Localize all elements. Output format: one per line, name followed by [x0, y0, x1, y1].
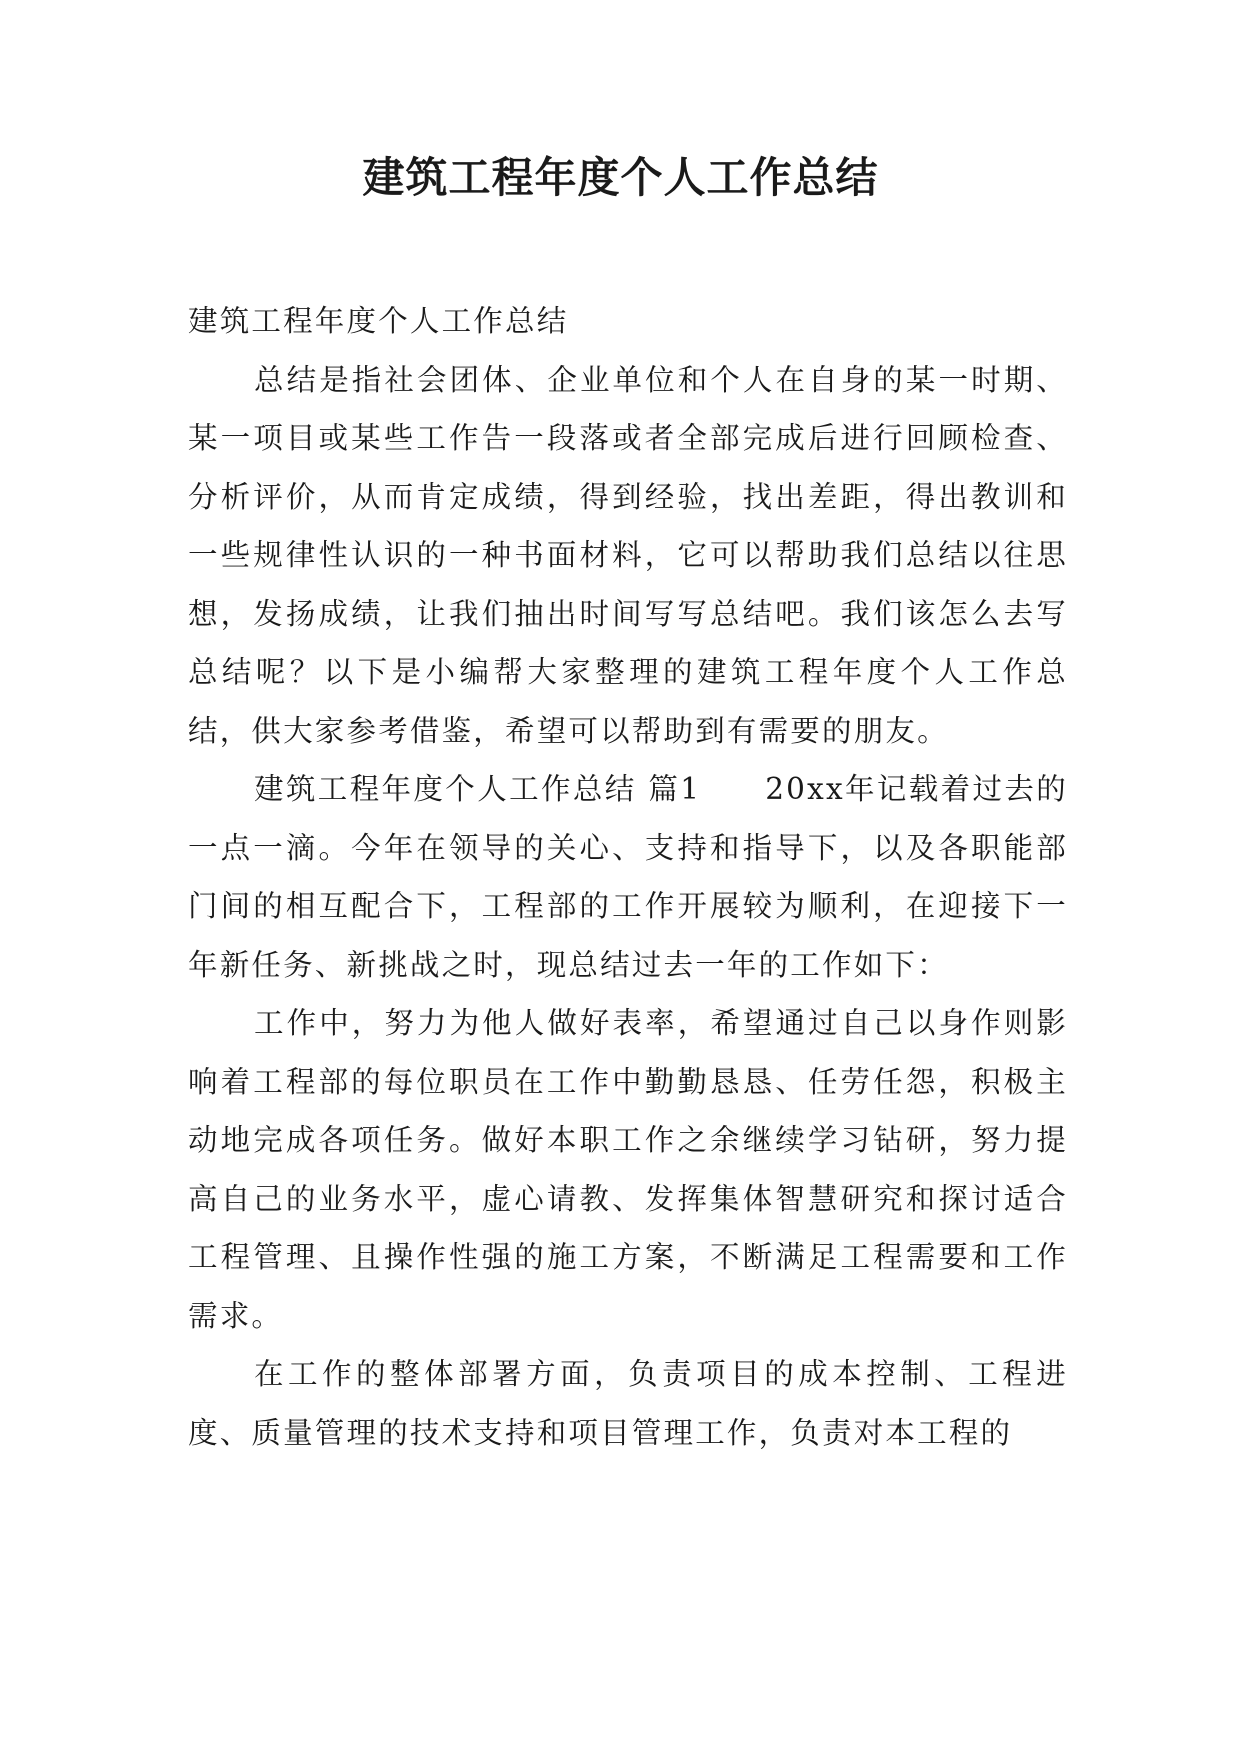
- document-body: [188, 292, 1068, 1462]
- paragraph-section-1: 建筑工程年度个人工作总结 篇1 20xx年记载着过去的一点一滴。今年在领导的关心、支持和指导下，以及各职能部门间的相互配合下，工程部的工作开展较为顺利，在迎接下一年新任务、新挑战之时，现总结过去一年的工作如下：: [188, 772, 1068, 982]
- paragraph-intro: 总结是指社会团体、企业单位和个人在自身的某一时期、某一项目或某些工作告一段落或者全部完成后进行回顾检查、分析评价，从而肯定成绩，得到经验，找出差距，得出教训和一些规律性认识的一种书面材料，它可以帮助我们总结以往思想，发扬成绩，让我们抽出时间写写总结吧。我们该怎么去写总结呢？以下是小编帮大家整理的建筑工程年度个人工作总结，供大家参考借鉴，希望可以帮助到有需要的朋友。: [188, 362, 1068, 748]
- document-subtitle: 建筑工程年度个人工作总结: [188, 304, 569, 338]
- paragraph-work-attitude: 工作中，努力为他人做好表率，希望通过自己以身作则影响着工程部的每位职员在工作中勤勤恳恳、任劳任怨，积极主动地完成各项任务。做好本职工作之余继续学习钻研，努力提高自己的业务水平，虚心请教、发挥集体智慧研究和探讨适合工程管理、且操作性强的施工方案，不断满足工程需要和工作需求。: [188, 1006, 1068, 1333]
- document-title: 建筑工程年度个人工作总结: [362, 153, 879, 202]
- paragraph-work-deployment: 在工作的整体部署方面，负责项目的成本控制、工程进度、质量管理的技术支持和项目管理工作，负责对本工程的: [188, 1357, 1068, 1450]
